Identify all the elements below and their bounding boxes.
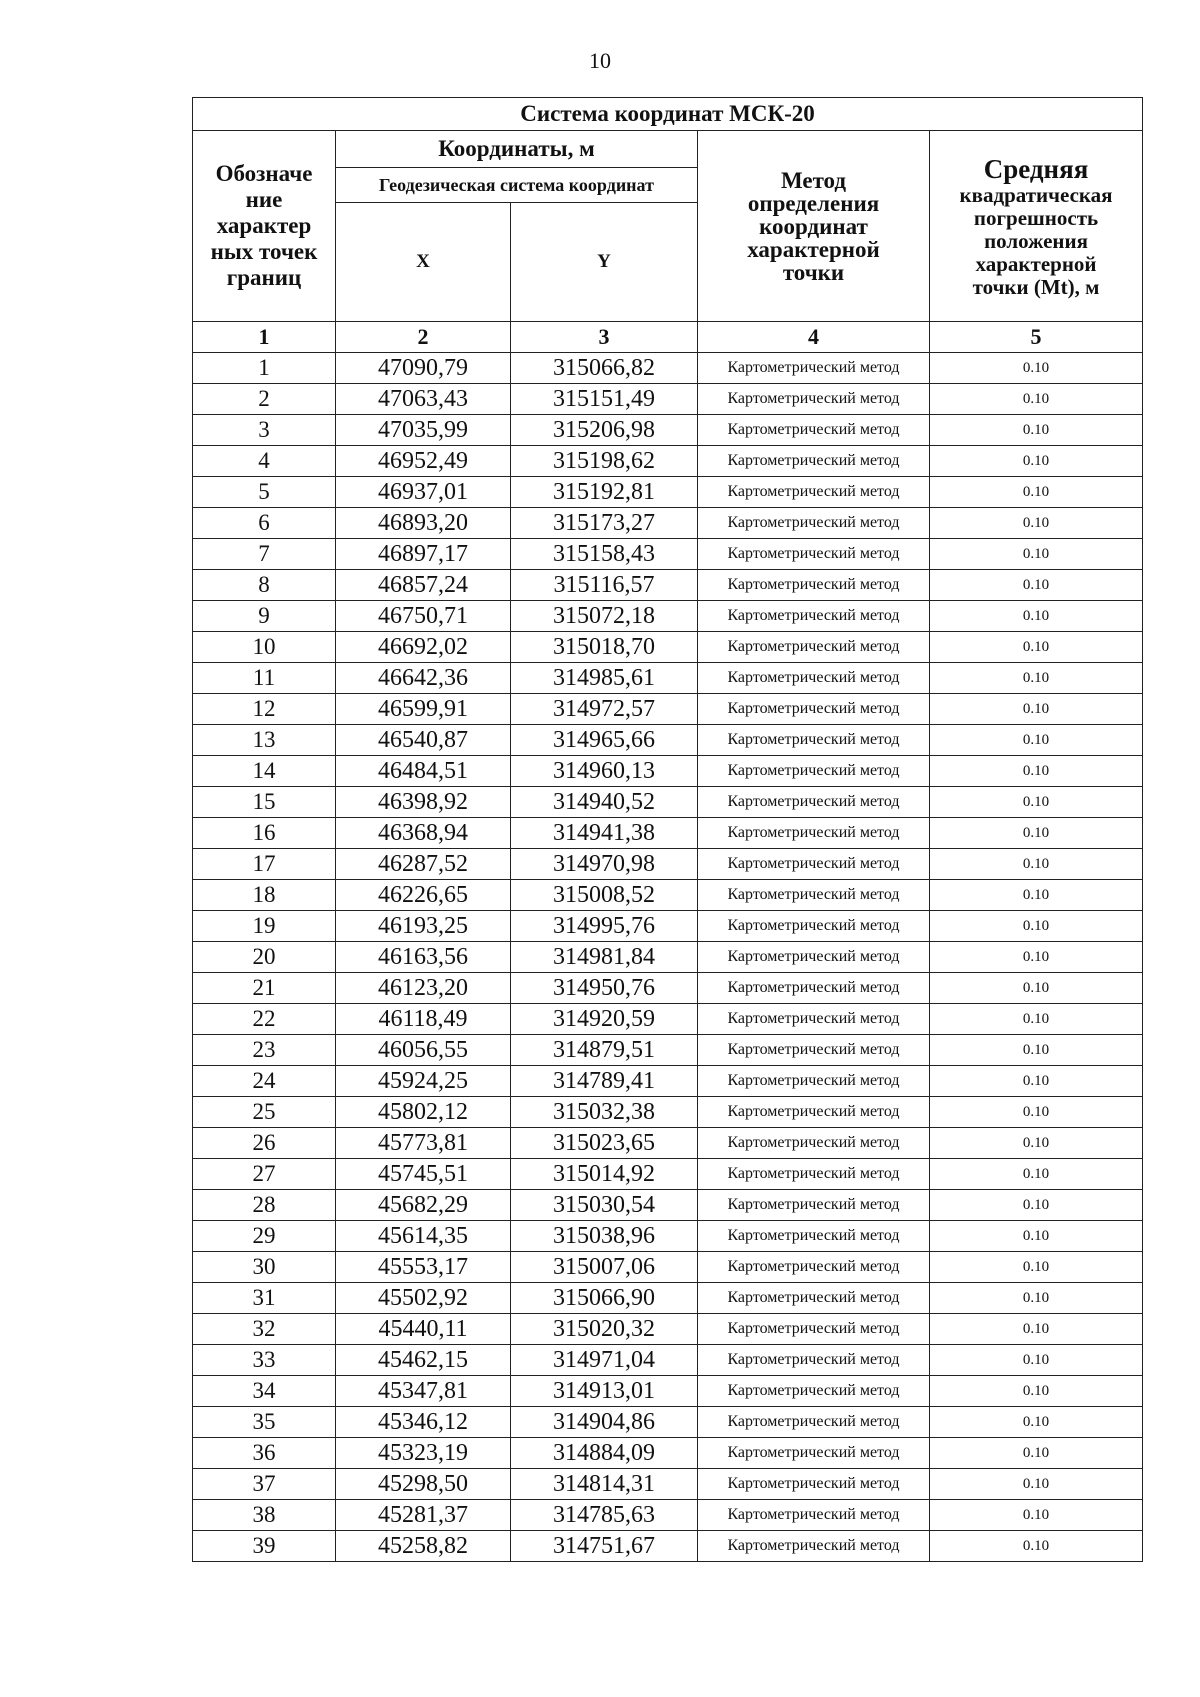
point-id-cell: 17 xyxy=(193,849,336,880)
method-cell: Картометрический метод xyxy=(698,1252,930,1283)
designation-header-line: границ xyxy=(226,265,302,290)
x-coordinate-cell: 46857,24 xyxy=(336,570,511,601)
method-cell: Картометрический метод xyxy=(698,415,930,446)
table-row xyxy=(193,1190,1143,1221)
x-coordinate-cell: 46398,92 xyxy=(336,787,511,818)
error-cell: 0.10 xyxy=(930,539,1143,570)
point-id-cell: 12 xyxy=(193,694,336,725)
method-cell: Картометрический метод xyxy=(698,1221,930,1252)
method-cell: Картометрический метод xyxy=(698,694,930,725)
error-cell: 0.10 xyxy=(930,818,1143,849)
table-row xyxy=(193,384,1143,415)
error-cell: 0.10 xyxy=(930,1438,1143,1469)
table-body xyxy=(193,353,1143,1562)
y-coordinate-cell: 315151,49 xyxy=(511,384,698,415)
x-coordinate-cell: 45462,15 xyxy=(336,1345,511,1376)
error-cell: 0.10 xyxy=(930,1407,1143,1438)
y-coordinate-cell: 314950,76 xyxy=(511,973,698,1004)
error-cell: 0.10 xyxy=(930,570,1143,601)
designation-header-line: Обозначе xyxy=(215,161,313,186)
table-row xyxy=(193,1159,1143,1190)
method-cell: Картометрический метод xyxy=(698,1407,930,1438)
point-id-cell: 39 xyxy=(193,1531,336,1562)
table-row xyxy=(193,1097,1143,1128)
method-cell: Картометрический метод xyxy=(698,446,930,477)
table-row xyxy=(193,1066,1143,1097)
y-coordinate-cell: 315206,98 xyxy=(511,415,698,446)
y-coordinate-cell: 315038,96 xyxy=(511,1221,698,1252)
method-cell: Картометрический метод xyxy=(698,1066,930,1097)
x-coordinate-cell: 46750,71 xyxy=(336,601,511,632)
point-id-cell: 37 xyxy=(193,1469,336,1500)
method-cell: Картометрический метод xyxy=(698,384,930,415)
table-row xyxy=(193,1438,1143,1469)
x-coordinate-cell: 47035,99 xyxy=(336,415,511,446)
error-cell: 0.10 xyxy=(930,725,1143,756)
method-header-line: определения xyxy=(747,190,880,216)
y-coordinate-cell: 314981,84 xyxy=(511,942,698,973)
point-id-cell: 25 xyxy=(193,1097,336,1128)
x-coordinate-cell: 46952,49 xyxy=(336,446,511,477)
table-row xyxy=(193,1500,1143,1531)
x-coordinate-cell: 46123,20 xyxy=(336,973,511,1004)
x-coordinate-cell: 45323,19 xyxy=(336,1438,511,1469)
designation-header-line: ных точек xyxy=(210,239,318,264)
table-row xyxy=(193,415,1143,446)
error-header-line: квадратическая xyxy=(959,182,1113,207)
y-coordinate-cell: 315066,82 xyxy=(511,353,698,384)
error-cell: 0.10 xyxy=(930,787,1143,818)
error-header-title: Средняя xyxy=(983,153,1089,184)
x-coordinate-cell: 46599,91 xyxy=(336,694,511,725)
y-coordinate-cell: 315008,52 xyxy=(511,880,698,911)
point-id-cell: 9 xyxy=(193,601,336,632)
method-cell: Картометрический метод xyxy=(698,942,930,973)
y-coordinate-cell: 315173,27 xyxy=(511,508,698,539)
column-number: 2 xyxy=(336,322,511,353)
x-coordinate-cell: 46287,52 xyxy=(336,849,511,880)
x-coordinate-cell: 46642,36 xyxy=(336,663,511,694)
table-row xyxy=(193,508,1143,539)
x-coordinate-cell: 46484,51 xyxy=(336,756,511,787)
table-row xyxy=(193,1531,1143,1562)
method-cell: Картометрический метод xyxy=(698,1469,930,1500)
point-id-cell: 6 xyxy=(193,508,336,539)
point-id-cell: 18 xyxy=(193,880,336,911)
method-cell: Картометрический метод xyxy=(698,725,930,756)
y-coordinate-cell: 315116,57 xyxy=(511,570,698,601)
coordinates-table xyxy=(192,97,1143,1562)
point-id-cell: 21 xyxy=(193,973,336,1004)
table-row xyxy=(193,601,1143,632)
error-cell: 0.10 xyxy=(930,756,1143,787)
point-id-cell: 7 xyxy=(193,539,336,570)
method-header-line: точки xyxy=(782,259,845,285)
table-row xyxy=(193,911,1143,942)
table-title: Система координат МСК-20 xyxy=(193,98,1143,131)
error-cell: 0.10 xyxy=(930,353,1143,384)
x-coordinate-cell: 46692,02 xyxy=(336,632,511,663)
y-coordinate-cell: 314960,13 xyxy=(511,756,698,787)
error-cell: 0.10 xyxy=(930,849,1143,880)
x-coordinate-cell: 45440,11 xyxy=(336,1314,511,1345)
method-cell: Картометрический метод xyxy=(698,1097,930,1128)
y-coordinate-cell: 314985,61 xyxy=(511,663,698,694)
y-coordinate-cell: 315066,90 xyxy=(511,1283,698,1314)
error-cell: 0.10 xyxy=(930,1314,1143,1345)
y-coordinate-cell: 315072,18 xyxy=(511,601,698,632)
method-header-line: координат xyxy=(759,213,868,239)
point-id-cell: 31 xyxy=(193,1283,336,1314)
point-id-cell: 5 xyxy=(193,477,336,508)
column-number: 1 xyxy=(193,322,336,353)
y-coordinate-cell: 314913,01 xyxy=(511,1376,698,1407)
x-coordinate-cell: 47090,79 xyxy=(336,353,511,384)
y-coordinate-cell: 315032,38 xyxy=(511,1097,698,1128)
point-id-cell: 28 xyxy=(193,1190,336,1221)
y-coordinate-cell: 314751,67 xyxy=(511,1531,698,1562)
x-coordinate-cell: 45502,92 xyxy=(336,1283,511,1314)
point-id-cell: 23 xyxy=(193,1035,336,1066)
x-header: X xyxy=(336,203,511,322)
point-id-cell: 8 xyxy=(193,570,336,601)
error-cell: 0.10 xyxy=(930,477,1143,508)
table-row xyxy=(193,477,1143,508)
method-header-line: Метод xyxy=(780,167,847,193)
x-coordinate-cell: 46226,65 xyxy=(336,880,511,911)
method-cell: Картометрический метод xyxy=(698,880,930,911)
error-cell: 0.10 xyxy=(930,1252,1143,1283)
x-coordinate-cell: 46056,55 xyxy=(336,1035,511,1066)
method-cell: Картометрический метод xyxy=(698,632,930,663)
x-coordinate-cell: 45298,50 xyxy=(336,1469,511,1500)
point-id-cell: 26 xyxy=(193,1128,336,1159)
method-cell: Картометрический метод xyxy=(698,1500,930,1531)
error-cell: 0.10 xyxy=(930,1035,1143,1066)
point-id-cell: 38 xyxy=(193,1500,336,1531)
error-cell: 0.10 xyxy=(930,1159,1143,1190)
table-row xyxy=(193,1035,1143,1066)
error-cell: 0.10 xyxy=(930,1500,1143,1531)
y-coordinate-cell: 315018,70 xyxy=(511,632,698,663)
table-row xyxy=(193,353,1143,384)
error-cell: 0.10 xyxy=(930,1531,1143,1562)
page-number: 10 xyxy=(589,48,611,73)
error-cell: 0.10 xyxy=(930,973,1143,1004)
point-id-cell: 3 xyxy=(193,415,336,446)
table-row xyxy=(193,880,1143,911)
error-cell: 0.10 xyxy=(930,601,1143,632)
point-id-cell: 15 xyxy=(193,787,336,818)
column-number: 5 xyxy=(930,322,1143,353)
table-row xyxy=(193,1314,1143,1345)
y-coordinate-cell: 315007,06 xyxy=(511,1252,698,1283)
error-cell: 0.10 xyxy=(930,446,1143,477)
x-coordinate-cell: 45924,25 xyxy=(336,1066,511,1097)
x-coordinate-cell: 45802,12 xyxy=(336,1097,511,1128)
x-coordinate-cell: 45773,81 xyxy=(336,1128,511,1159)
error-cell: 0.10 xyxy=(930,415,1143,446)
method-cell: Картометрический метод xyxy=(698,1283,930,1314)
error-cell: 0.10 xyxy=(930,508,1143,539)
y-coordinate-cell: 314879,51 xyxy=(511,1035,698,1066)
table-row xyxy=(193,973,1143,1004)
table-row xyxy=(193,1004,1143,1035)
error-cell: 0.10 xyxy=(930,384,1143,415)
x-coordinate-cell: 45258,82 xyxy=(336,1531,511,1562)
error-cell: 0.10 xyxy=(930,1345,1143,1376)
error-header-line: точки (Mt), м xyxy=(972,274,1100,299)
y-coordinate-cell: 314904,86 xyxy=(511,1407,698,1438)
x-coordinate-cell: 46893,20 xyxy=(336,508,511,539)
geodetic-system-header: Геодезическая система координат xyxy=(336,168,698,203)
error-header-line: погрешность xyxy=(973,205,1099,230)
x-coordinate-cell: 45553,17 xyxy=(336,1252,511,1283)
x-coordinate-cell: 46163,56 xyxy=(336,942,511,973)
table-row xyxy=(193,1128,1143,1159)
y-header: Y xyxy=(511,203,698,322)
x-coordinate-cell: 46897,17 xyxy=(336,539,511,570)
y-coordinate-cell: 314970,98 xyxy=(511,849,698,880)
method-cell: Картометрический метод xyxy=(698,1438,930,1469)
method-cell: Картометрический метод xyxy=(698,1128,930,1159)
method-cell: Картометрический метод xyxy=(698,787,930,818)
method-cell: Картометрический метод xyxy=(698,1035,930,1066)
point-id-cell: 10 xyxy=(193,632,336,663)
method-cell: Картометрический метод xyxy=(698,477,930,508)
point-id-cell: 1 xyxy=(193,353,336,384)
point-id-cell: 20 xyxy=(193,942,336,973)
error-cell: 0.10 xyxy=(930,880,1143,911)
y-coordinate-cell: 314884,09 xyxy=(511,1438,698,1469)
y-coordinate-cell: 315158,43 xyxy=(511,539,698,570)
table-row xyxy=(193,539,1143,570)
method-cell: Картометрический метод xyxy=(698,1314,930,1345)
x-coordinate-cell: 45682,29 xyxy=(336,1190,511,1221)
method-cell: Картометрический метод xyxy=(698,1004,930,1035)
error-cell: 0.10 xyxy=(930,1097,1143,1128)
method-cell: Картометрический метод xyxy=(698,973,930,1004)
method-cell: Картометрический метод xyxy=(698,849,930,880)
table-row xyxy=(193,446,1143,477)
error-cell: 0.10 xyxy=(930,694,1143,725)
point-id-cell: 29 xyxy=(193,1221,336,1252)
table-row xyxy=(193,663,1143,694)
method-cell: Картометрический метод xyxy=(698,911,930,942)
point-id-cell: 13 xyxy=(193,725,336,756)
point-id-cell: 32 xyxy=(193,1314,336,1345)
designation-header-line: ние xyxy=(245,187,283,212)
method-cell: Картометрический метод xyxy=(698,353,930,384)
y-coordinate-cell: 314971,04 xyxy=(511,1345,698,1376)
x-coordinate-cell: 46368,94 xyxy=(336,818,511,849)
point-id-cell: 14 xyxy=(193,756,336,787)
table-row xyxy=(193,632,1143,663)
x-coordinate-cell: 47063,43 xyxy=(336,384,511,415)
method-cell: Картометрический метод xyxy=(698,508,930,539)
table-row xyxy=(193,1469,1143,1500)
point-id-cell: 27 xyxy=(193,1159,336,1190)
error-cell: 0.10 xyxy=(930,1221,1143,1252)
error-header-line: положения xyxy=(984,228,1088,253)
y-coordinate-cell: 315014,92 xyxy=(511,1159,698,1190)
y-coordinate-cell: 314965,66 xyxy=(511,725,698,756)
point-id-cell: 2 xyxy=(193,384,336,415)
table-row xyxy=(193,1407,1143,1438)
error-header-line: характерной xyxy=(975,251,1097,276)
table-row xyxy=(193,756,1143,787)
table-row xyxy=(193,1376,1143,1407)
method-cell: Картометрический метод xyxy=(698,1376,930,1407)
error-cell: 0.10 xyxy=(930,1376,1143,1407)
point-id-cell: 24 xyxy=(193,1066,336,1097)
method-cell: Картометрический метод xyxy=(698,539,930,570)
error-cell: 0.10 xyxy=(930,1004,1143,1035)
point-id-cell: 30 xyxy=(193,1252,336,1283)
y-coordinate-cell: 314789,41 xyxy=(511,1066,698,1097)
point-id-cell: 33 xyxy=(193,1345,336,1376)
y-coordinate-cell: 314941,38 xyxy=(511,818,698,849)
table-row xyxy=(193,818,1143,849)
y-coordinate-cell: 314920,59 xyxy=(511,1004,698,1035)
x-coordinate-cell: 46118,49 xyxy=(336,1004,511,1035)
x-coordinate-cell: 46193,25 xyxy=(336,911,511,942)
x-coordinate-cell: 45346,12 xyxy=(336,1407,511,1438)
y-coordinate-cell: 315023,65 xyxy=(511,1128,698,1159)
x-coordinate-cell: 45347,81 xyxy=(336,1376,511,1407)
table-row xyxy=(193,1252,1143,1283)
y-coordinate-cell: 315020,32 xyxy=(511,1314,698,1345)
error-cell: 0.10 xyxy=(930,1066,1143,1097)
error-header xyxy=(930,131,1143,322)
method-header-line: характерной xyxy=(747,236,880,262)
column-numbers-row xyxy=(193,322,1143,353)
error-cell: 0.10 xyxy=(930,1190,1143,1221)
method-cell: Картометрический метод xyxy=(698,1531,930,1562)
table-row xyxy=(193,787,1143,818)
table-row xyxy=(193,1283,1143,1314)
table-row xyxy=(193,942,1143,973)
point-id-cell: 22 xyxy=(193,1004,336,1035)
point-id-cell: 11 xyxy=(193,663,336,694)
method-cell: Картометрический метод xyxy=(698,663,930,694)
point-id-cell: 4 xyxy=(193,446,336,477)
table-row xyxy=(193,694,1143,725)
point-id-cell: 34 xyxy=(193,1376,336,1407)
error-cell: 0.10 xyxy=(930,911,1143,942)
y-coordinate-cell: 315030,54 xyxy=(511,1190,698,1221)
method-cell: Картометрический метод xyxy=(698,1345,930,1376)
point-id-cell: 16 xyxy=(193,818,336,849)
column-number: 3 xyxy=(511,322,698,353)
method-header xyxy=(698,131,930,322)
x-coordinate-cell: 46937,01 xyxy=(336,477,511,508)
x-coordinate-cell: 46540,87 xyxy=(336,725,511,756)
method-cell: Картометрический метод xyxy=(698,1190,930,1221)
table-row xyxy=(193,725,1143,756)
table-row xyxy=(193,1345,1143,1376)
y-coordinate-cell: 314940,52 xyxy=(511,787,698,818)
table-row xyxy=(193,570,1143,601)
x-coordinate-cell: 45614,35 xyxy=(336,1221,511,1252)
error-cell: 0.10 xyxy=(930,942,1143,973)
point-id-cell: 35 xyxy=(193,1407,336,1438)
error-cell: 0.10 xyxy=(930,1128,1143,1159)
y-coordinate-cell: 314814,31 xyxy=(511,1469,698,1500)
error-cell: 0.10 xyxy=(930,1469,1143,1500)
x-coordinate-cell: 45745,51 xyxy=(336,1159,511,1190)
y-coordinate-cell: 315192,81 xyxy=(511,477,698,508)
method-cell: Картометрический метод xyxy=(698,756,930,787)
y-coordinate-cell: 314785,63 xyxy=(511,1500,698,1531)
x-coordinate-cell: 45281,37 xyxy=(336,1500,511,1531)
designation-header-line: характер xyxy=(216,213,312,238)
coordinates-header: Координаты, м xyxy=(336,131,698,168)
table-row xyxy=(193,849,1143,880)
error-cell: 0.10 xyxy=(930,1283,1143,1314)
method-cell: Картометрический метод xyxy=(698,601,930,632)
point-id-cell: 19 xyxy=(193,911,336,942)
y-coordinate-cell: 314972,57 xyxy=(511,694,698,725)
designation-header xyxy=(193,131,336,322)
error-cell: 0.10 xyxy=(930,663,1143,694)
y-coordinate-cell: 314995,76 xyxy=(511,911,698,942)
y-coordinate-cell: 315198,62 xyxy=(511,446,698,477)
method-cell: Картометрический метод xyxy=(698,1159,930,1190)
table-row xyxy=(193,1221,1143,1252)
point-id-cell: 36 xyxy=(193,1438,336,1469)
method-cell: Картометрический метод xyxy=(698,818,930,849)
method-cell: Картометрический метод xyxy=(698,570,930,601)
error-cell: 0.10 xyxy=(930,632,1143,663)
column-number: 4 xyxy=(698,322,930,353)
